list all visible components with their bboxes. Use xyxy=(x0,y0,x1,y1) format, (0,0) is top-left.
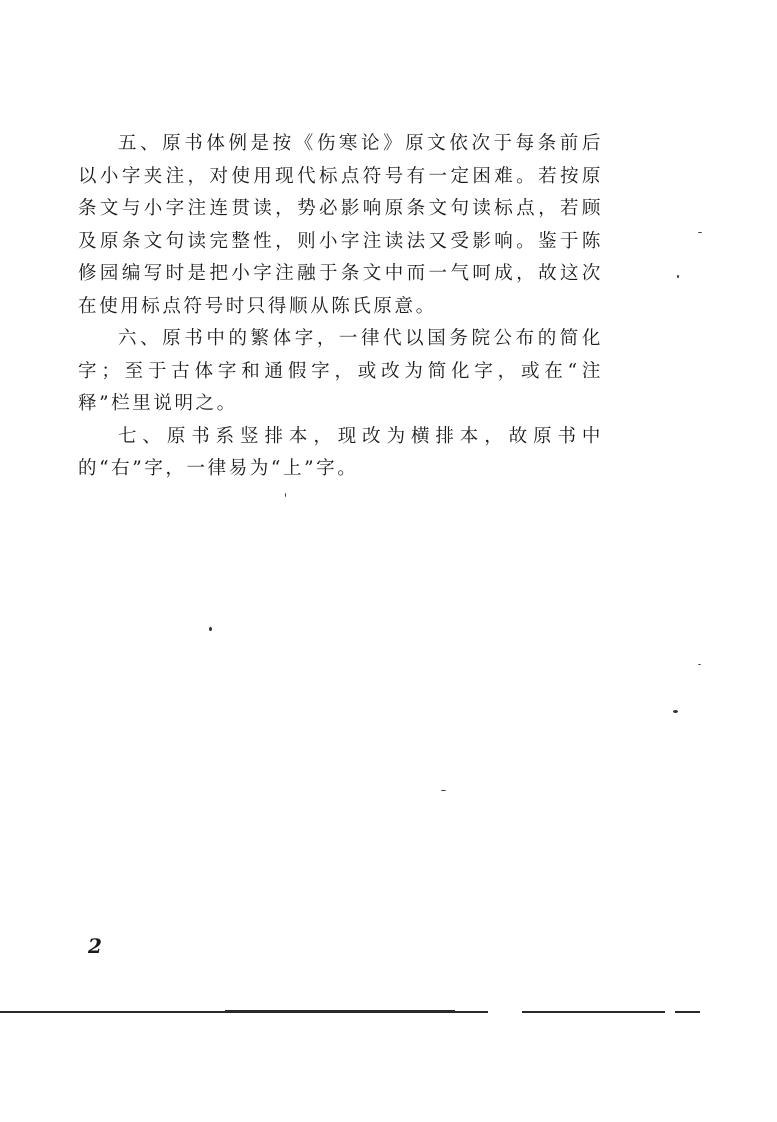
scan-speck xyxy=(441,790,446,791)
scan-speck xyxy=(209,627,212,631)
scan-speck xyxy=(673,710,678,713)
page-number: 2 xyxy=(88,934,102,958)
footer-rule-middle xyxy=(522,1011,665,1013)
scan-speck xyxy=(698,664,701,665)
paragraph-7: 七、原书系竖排本，现改为横排本，故原书中的“右”字，一律易为“上”字。 xyxy=(78,425,603,479)
footer-rule-right xyxy=(675,1011,700,1013)
scan-speck xyxy=(285,493,286,497)
scan-speck xyxy=(677,275,679,278)
paragraph-5: 五、原书体例是按《伤寒论》原文依次于每条前后以小字夹注，对使用现代标点符号有一定困难。若按原条文与小字注连贯读，势必影响原条文句读标点，若顾及原条文句读完整性，则小字注读法又受影响。鉴于陈修园编写时是把小字注融于条文中而一气呵成，故这次在使用标点符号时只得顺从陈氏原意。 xyxy=(78,133,603,317)
paragraph-6: 六、原书中的繁体字，一律代以国务院公布的简化字；至于古体字和通假字，或改为简化字，或在“注释”栏里说明之。 xyxy=(78,328,603,414)
scan-speck xyxy=(698,232,702,233)
footer-rule-thick xyxy=(225,1010,455,1013)
body-text xyxy=(78,128,603,486)
